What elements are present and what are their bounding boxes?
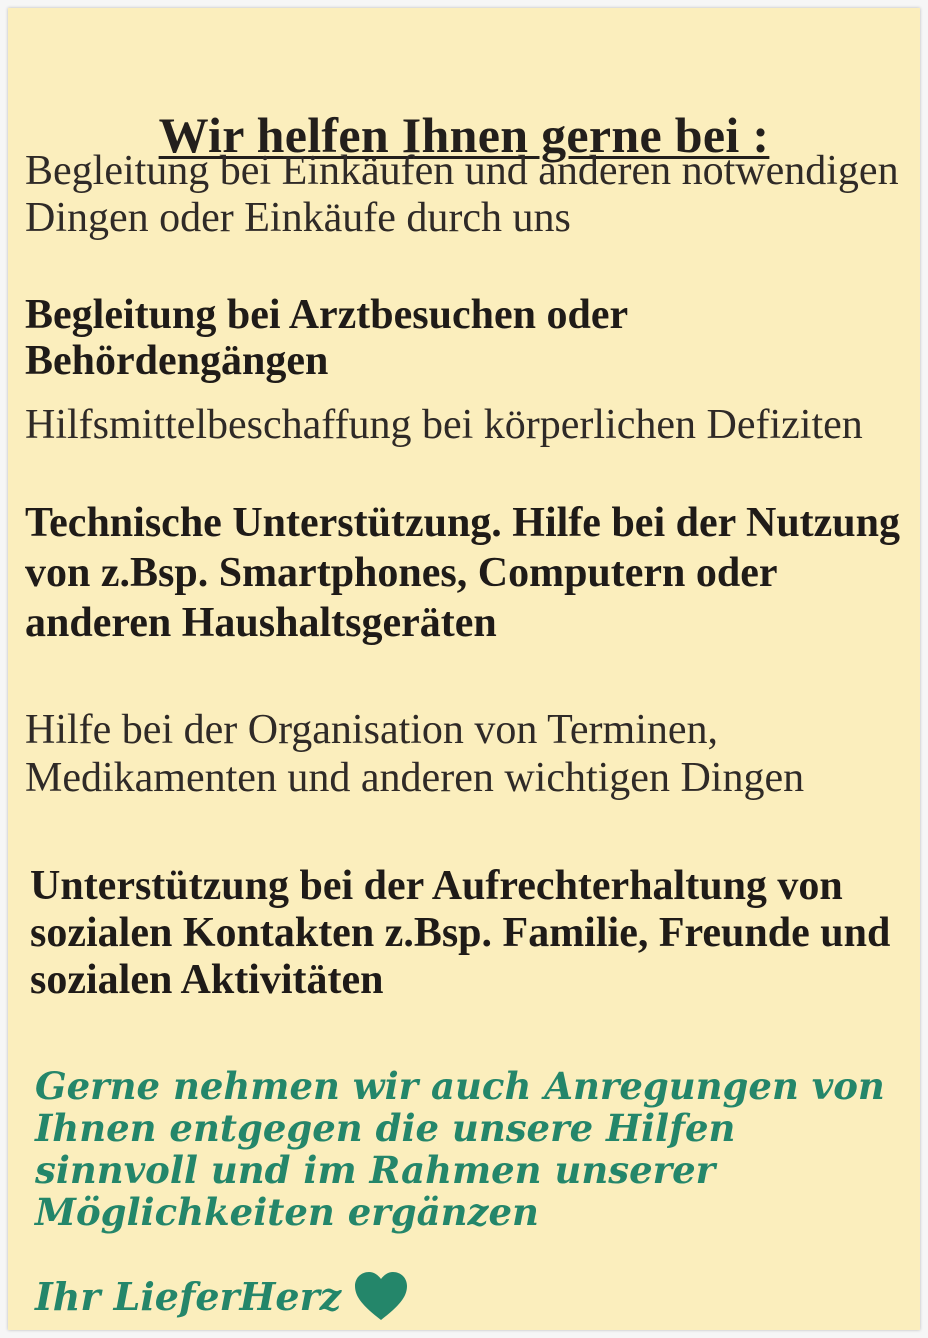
closing-note: Gerne nehmen wir auch Anregungen von Ihnen entgegen die unsere Hilfen sinnvoll und im Rahmen unserer Möglichkeiten ergänzen <box>35 1064 885 1234</box>
signature-text: Ihr LieferHerz <box>35 1273 342 1319</box>
service-item-technical-support: Technische Unterstützung. Hilfe bei der Nutzung von z.Bsp. Smartphones, Computern oder anderen Haushaltsgeräten <box>25 500 901 646</box>
service-item-doctor-visits: Begleitung bei Arztbesuchen oder Behördengängen <box>25 292 628 384</box>
service-item-shopping: Begleitung bei Einkäufen und anderen notwendigen Dingen oder Einkäufe durch uns <box>25 148 899 241</box>
service-item-organisation: Hilfe bei der Organisation von Terminen, Medikamenten und anderen wichtigen Dingen <box>25 707 805 801</box>
page-title: Wir helfen Ihnen gerne bei : <box>158 106 770 163</box>
flyer-card <box>8 8 920 1330</box>
signature <box>35 1270 409 1322</box>
green-heart-icon <box>353 1270 409 1322</box>
service-item-social-contacts: Unterstützung bei der Aufrechterhaltung von sozialen Kontakten z.Bsp. Familie, Freunde und sozialen Aktivitäten <box>30 863 891 1003</box>
service-item-aids: Hilfsmittelbeschaffung bei körperlichen Defiziten <box>25 402 863 448</box>
